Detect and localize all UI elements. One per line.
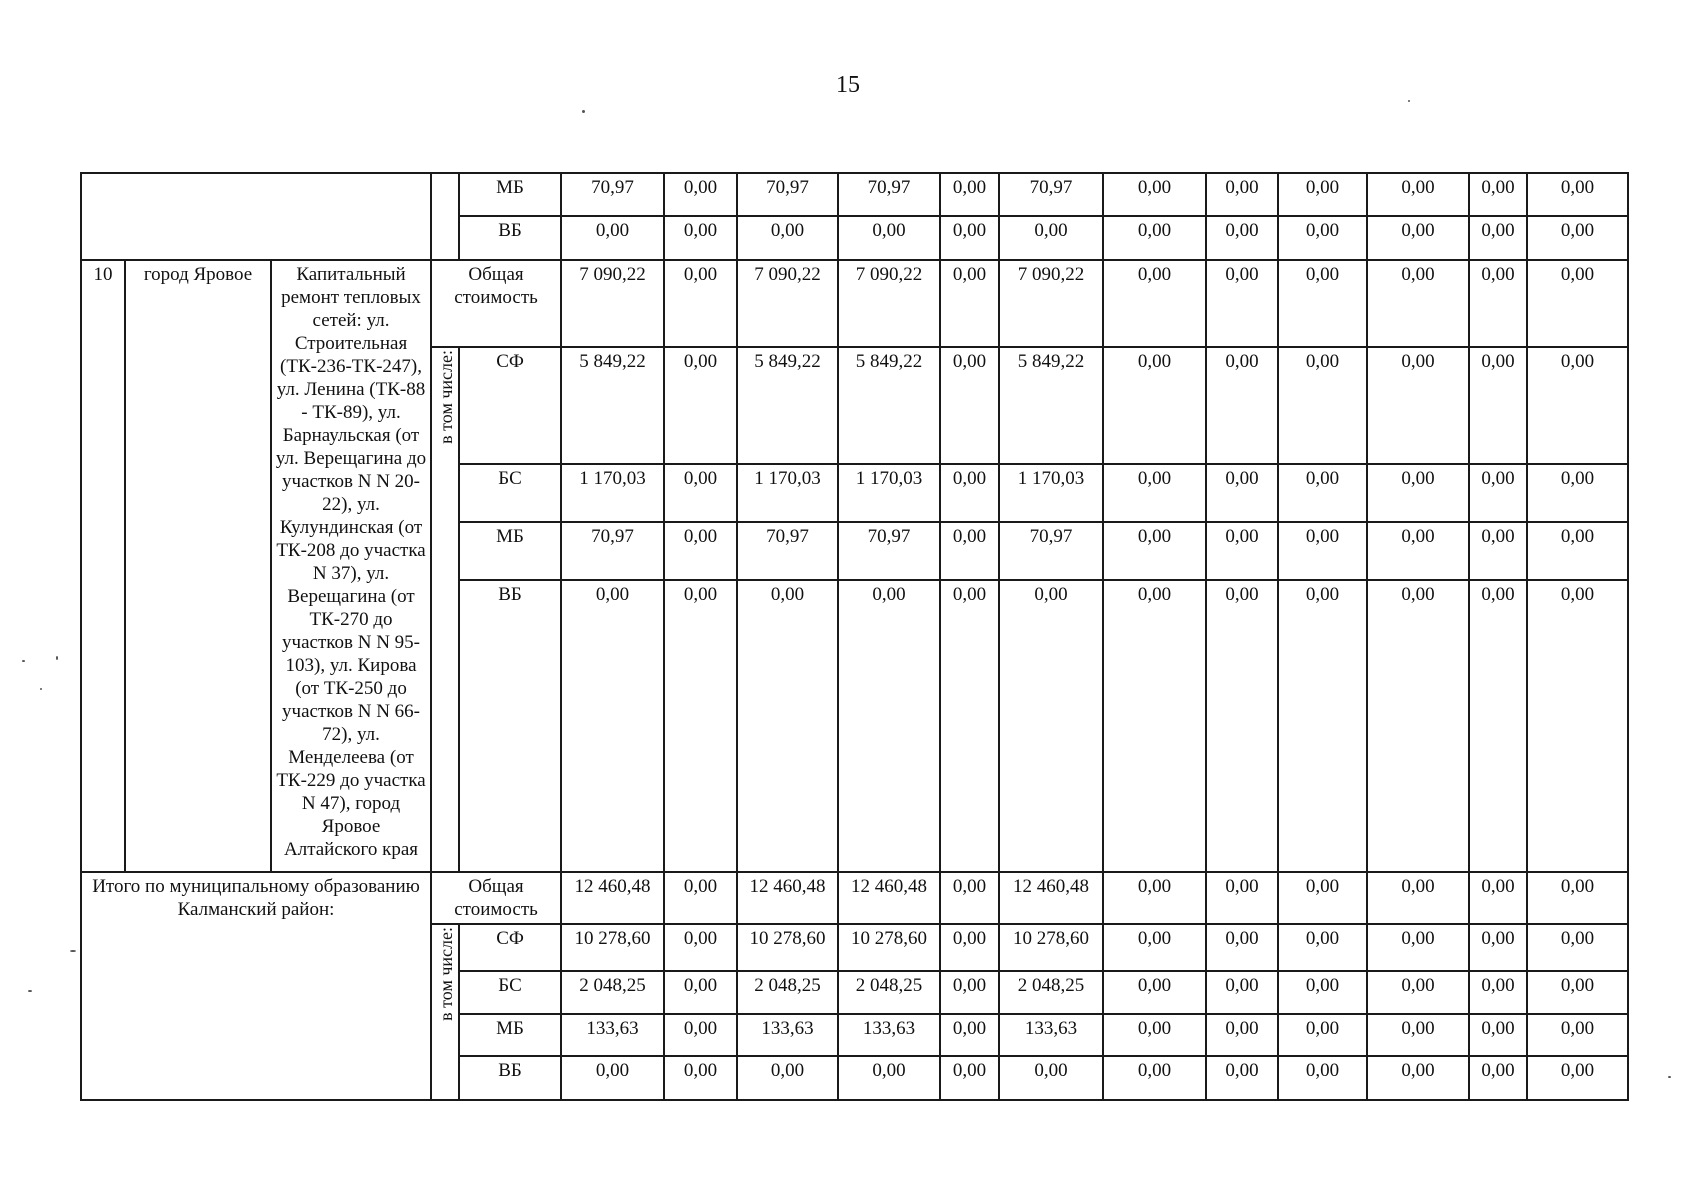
value-cell: 0,00	[664, 173, 737, 216]
value-cell: 12 460,48	[561, 872, 664, 924]
value-cell: 0,00	[1527, 522, 1628, 580]
value-cell: 0,00	[1206, 1056, 1278, 1100]
value-cell: 0,00	[1278, 216, 1367, 260]
value-cell: 0,00	[664, 924, 737, 971]
value-cell: 0,00	[1367, 260, 1469, 347]
value-cell: 10 278,60	[737, 924, 838, 971]
value-cell: 0,00	[1206, 173, 1278, 216]
value-cell: 70,97	[561, 173, 664, 216]
value-cell: 0,00	[664, 872, 737, 924]
value-cell: 0,00	[1469, 1014, 1527, 1056]
scan-speck	[40, 688, 42, 690]
value-cell: 0,00	[1103, 580, 1206, 872]
total-row	[81, 872, 1628, 924]
value-cell: 0,00	[1278, 580, 1367, 872]
value-cell: 0,00	[838, 216, 940, 260]
source-cell: МБ	[459, 173, 561, 216]
value-cell: 0,00	[1206, 971, 1278, 1014]
value-cell: 5 849,22	[999, 347, 1103, 464]
scan-speck	[22, 660, 25, 662]
value-cell: 0,00	[1527, 1056, 1628, 1100]
scan-speck	[1668, 1076, 1671, 1078]
value-cell: 0,00	[1278, 924, 1367, 971]
value-cell: 0,00	[838, 580, 940, 872]
value-cell: 0,00	[561, 216, 664, 260]
value-cell: 0,00	[940, 872, 999, 924]
scan-speck	[1408, 100, 1410, 102]
value-cell: 0,00	[1278, 971, 1367, 1014]
value-cell: 0,00	[561, 580, 664, 872]
value-cell: 0,00	[940, 924, 999, 971]
value-cell: 0,00	[1527, 580, 1628, 872]
value-cell: 7 090,22	[999, 260, 1103, 347]
value-cell: 0,00	[664, 522, 737, 580]
value-cell: 0,00	[1367, 347, 1469, 464]
value-cell: 0,00	[1527, 260, 1628, 347]
value-cell: 0,00	[1103, 464, 1206, 522]
value-cell: 12 460,48	[737, 872, 838, 924]
source-cell: БС	[459, 464, 561, 522]
value-cell: 0,00	[737, 1056, 838, 1100]
value-cell: 0,00	[1469, 522, 1527, 580]
source-cell: Общая стоимость	[431, 872, 561, 924]
value-cell: 12 460,48	[999, 872, 1103, 924]
value-cell: 70,97	[838, 522, 940, 580]
value-cell: 2 048,25	[737, 971, 838, 1014]
value-cell: 0,00	[1278, 464, 1367, 522]
source-cell: МБ	[459, 1014, 561, 1056]
value-cell: 0,00	[1469, 580, 1527, 872]
value-cell: 0,00	[940, 464, 999, 522]
value-cell: 133,63	[561, 1014, 664, 1056]
value-cell: 0,00	[940, 580, 999, 872]
source-cell: ВБ	[459, 580, 561, 872]
value-cell: 0,00	[1278, 522, 1367, 580]
value-cell: 5 849,22	[561, 347, 664, 464]
value-cell: 0,00	[664, 1056, 737, 1100]
value-cell: 70,97	[838, 173, 940, 216]
value-cell: 10 278,60	[561, 924, 664, 971]
value-cell: 0,00	[1527, 872, 1628, 924]
value-cell: 1 170,03	[737, 464, 838, 522]
value-cell: 7 090,22	[737, 260, 838, 347]
value-cell: 0,00	[1278, 347, 1367, 464]
value-cell: 133,63	[999, 1014, 1103, 1056]
scan-speck	[56, 656, 58, 660]
value-cell: 2 048,25	[838, 971, 940, 1014]
source-cell: ВБ	[459, 1056, 561, 1100]
value-cell: 0,00	[1367, 216, 1469, 260]
value-cell: 133,63	[737, 1014, 838, 1056]
scan-speck	[28, 990, 32, 992]
total-label: Итого по муниципальному образованию Калманский район:	[81, 872, 431, 1100]
value-cell: 0,00	[664, 347, 737, 464]
value-cell: 5 849,22	[838, 347, 940, 464]
value-cell: 0,00	[1367, 924, 1469, 971]
value-cell: 0,00	[1527, 173, 1628, 216]
page-number: 15	[836, 72, 860, 98]
value-cell: 0,00	[1278, 1014, 1367, 1056]
value-cell: 0,00	[1278, 1056, 1367, 1100]
value-cell: 0,00	[1367, 464, 1469, 522]
value-cell: 7 090,22	[561, 260, 664, 347]
vertical-label: в том числе:	[436, 350, 457, 444]
value-cell: 0,00	[1367, 580, 1469, 872]
value-cell: 0,00	[1367, 173, 1469, 216]
value-cell: 0,00	[940, 347, 999, 464]
value-cell: 0,00	[1278, 872, 1367, 924]
value-cell: 0,00	[1206, 580, 1278, 872]
continuation-row	[81, 173, 1628, 216]
value-cell: 0,00	[1469, 347, 1527, 464]
continuation-blank-cell	[81, 173, 431, 260]
value-cell: 0,00	[1206, 464, 1278, 522]
value-cell: 0,00	[1469, 216, 1527, 260]
value-cell: 0,00	[664, 580, 737, 872]
value-cell: 7 090,22	[838, 260, 940, 347]
item-number: 10	[81, 260, 125, 872]
continuation-label-cell	[431, 173, 459, 260]
value-cell: 1 170,03	[561, 464, 664, 522]
value-cell: 0,00	[1469, 971, 1527, 1014]
value-cell: 5 849,22	[737, 347, 838, 464]
vertical-label-cell	[431, 924, 459, 1100]
source-cell: СФ	[459, 924, 561, 971]
budget-table	[80, 172, 1629, 1101]
value-cell: 0,00	[999, 580, 1103, 872]
value-cell: 0,00	[1103, 1014, 1206, 1056]
value-cell: 0,00	[1367, 872, 1469, 924]
value-cell: 0,00	[664, 260, 737, 347]
value-cell: 0,00	[1367, 1014, 1469, 1056]
value-cell: 0,00	[1103, 173, 1206, 216]
value-cell: 0,00	[1103, 924, 1206, 971]
value-cell: 0,00	[1367, 971, 1469, 1014]
value-cell: 0,00	[1206, 347, 1278, 464]
value-cell: 70,97	[561, 522, 664, 580]
source-cell: МБ	[459, 522, 561, 580]
value-cell: 0,00	[1527, 924, 1628, 971]
value-cell: 0,00	[1103, 971, 1206, 1014]
value-cell: 0,00	[1103, 347, 1206, 464]
value-cell: 0,00	[1527, 347, 1628, 464]
value-cell: 0,00	[1527, 216, 1628, 260]
value-cell: 0,00	[1206, 1014, 1278, 1056]
value-cell: 0,00	[1206, 924, 1278, 971]
value-cell: 0,00	[940, 1014, 999, 1056]
source-cell: СФ	[459, 347, 561, 464]
value-cell: 0,00	[664, 1014, 737, 1056]
value-cell: 12 460,48	[838, 872, 940, 924]
item-municipality: город Яровое	[125, 260, 271, 872]
value-cell: 0,00	[1469, 464, 1527, 522]
value-cell: 0,00	[1469, 1056, 1527, 1100]
source-cell: Общая стоимость	[431, 260, 561, 347]
value-cell: 0,00	[999, 216, 1103, 260]
value-cell: 0,00	[1527, 1014, 1628, 1056]
value-cell: 0,00	[940, 971, 999, 1014]
value-cell: 0,00	[1206, 522, 1278, 580]
value-cell: 0,00	[664, 464, 737, 522]
source-cell: БС	[459, 971, 561, 1014]
value-cell: 0,00	[838, 1056, 940, 1100]
item-row-total	[81, 260, 1628, 347]
value-cell: 1 170,03	[999, 464, 1103, 522]
value-cell: 2 048,25	[999, 971, 1103, 1014]
value-cell: 10 278,60	[838, 924, 940, 971]
value-cell: 70,97	[999, 522, 1103, 580]
scan-speck	[582, 110, 585, 113]
value-cell: 0,00	[1278, 260, 1367, 347]
value-cell: 0,00	[561, 1056, 664, 1100]
value-cell: 0,00	[1278, 173, 1367, 216]
vertical-label: в том числе:	[436, 927, 457, 1021]
value-cell: 10 278,60	[999, 924, 1103, 971]
value-cell: 0,00	[1206, 216, 1278, 260]
value-cell: 1 170,03	[838, 464, 940, 522]
value-cell: 0,00	[1469, 260, 1527, 347]
value-cell: 0,00	[664, 216, 737, 260]
value-cell: 0,00	[737, 580, 838, 872]
value-cell: 0,00	[999, 1056, 1103, 1100]
value-cell: 0,00	[940, 260, 999, 347]
value-cell: 0,00	[1469, 173, 1527, 216]
value-cell: 70,97	[737, 522, 838, 580]
value-cell: 0,00	[1527, 464, 1628, 522]
value-cell: 0,00	[940, 216, 999, 260]
value-cell: 0,00	[1206, 872, 1278, 924]
value-cell: 0,00	[1469, 872, 1527, 924]
value-cell: 0,00	[1103, 872, 1206, 924]
value-cell: 70,97	[999, 173, 1103, 216]
value-cell: 70,97	[737, 173, 838, 216]
value-cell: 0,00	[940, 1056, 999, 1100]
value-cell: 0,00	[664, 971, 737, 1014]
value-cell: 2 048,25	[561, 971, 664, 1014]
value-cell: 0,00	[1367, 522, 1469, 580]
scan-speck	[70, 950, 76, 952]
value-cell: 0,00	[1206, 260, 1278, 347]
value-cell: 0,00	[1103, 1056, 1206, 1100]
value-cell: 0,00	[737, 216, 838, 260]
item-description: Капитальный ремонт тепловых сетей: ул. Строительная (ТК-236-ТК-247), ул. Ленина (ТК-88 - ТК-89), ул. Барнаульская (от ул. Верещагина до участков N N 20-22), ул. Кулундинская (от ТК-208 до участка N 37), ул. Верещагина (от ТК-270 до участков N N 95-103), ул. Кирова (от ТК-250 до участков N N 66-72), ул. Менделеева (от ТК-229 до участка N 47), город Яровое Алтайского края	[271, 260, 431, 872]
value-cell: 0,00	[1367, 1056, 1469, 1100]
value-cell: 133,63	[838, 1014, 940, 1056]
value-cell: 0,00	[1103, 260, 1206, 347]
value-cell: 0,00	[1103, 522, 1206, 580]
value-cell: 0,00	[940, 522, 999, 580]
source-cell: ВБ	[459, 216, 561, 260]
value-cell: 0,00	[940, 173, 999, 216]
value-cell: 0,00	[1527, 971, 1628, 1014]
value-cell: 0,00	[1469, 924, 1527, 971]
vertical-label-cell	[431, 347, 459, 872]
value-cell: 0,00	[1103, 216, 1206, 260]
